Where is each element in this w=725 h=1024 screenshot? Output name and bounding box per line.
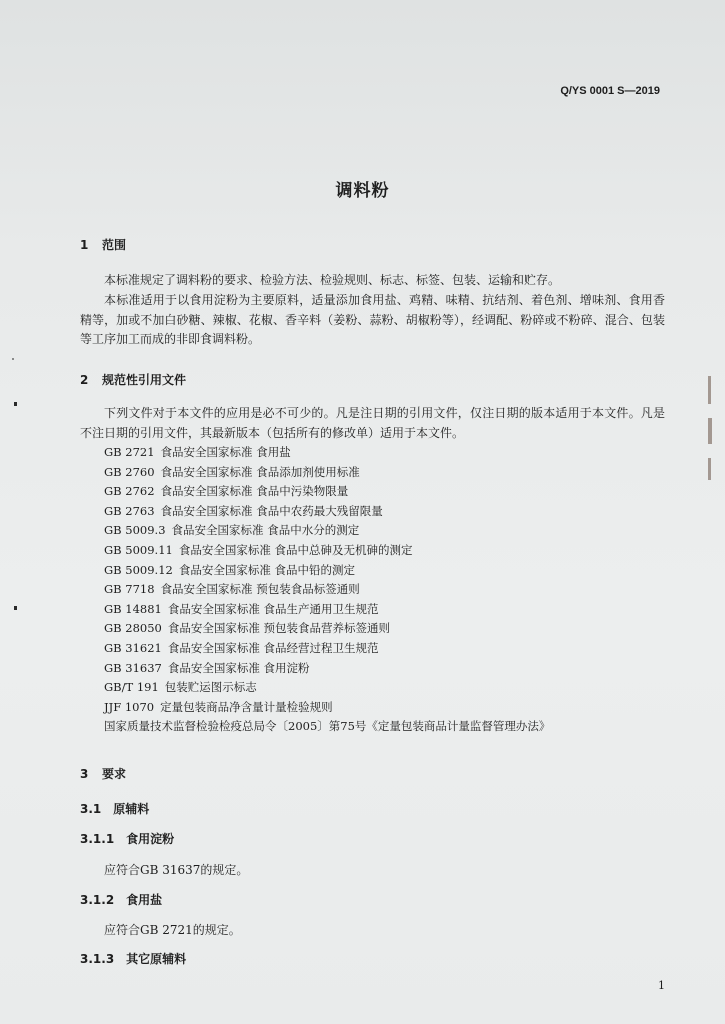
page-number: 1	[658, 979, 665, 992]
reference-code: GB 31637	[104, 660, 162, 675]
reference-title: 食品安全国家标准 食品生产通用卫生规范	[167, 601, 379, 616]
section-3-1-1-text: 应符合GB 31637的规定。	[104, 863, 249, 877]
reference-title: 国家质量技术监督检验检疫总局令〔2005〕第75号《定量包装商品计量监督管理办法》	[104, 719, 551, 734]
references-intro: 下列文件对于本文件的应用是必不可少的。凡是注日期的引用文件，仅注日期的版本适用于本文件。凡是不注日期的引用文件，其最新版本（包括所有的修改单）适用于本文件。	[80, 406, 665, 440]
standard-code: Q/YS 0001 S—2019	[560, 85, 660, 97]
section-3-1-1-heading	[80, 830, 174, 847]
document-title: 调料粉	[335, 181, 390, 201]
reference-title: 定量包装商品净含量计量检验规则	[160, 699, 333, 714]
reference-title: 食品安全国家标准 食品中农药最大残留限量	[160, 503, 383, 518]
reference-title: 食品安全国家标准 食用盐	[160, 445, 291, 459]
reference-code: GB 5009.11	[104, 542, 173, 557]
reference-title: 食品安全国家标准 食品中总砷及无机砷的测定	[178, 542, 413, 557]
reference-code: GB 2762	[104, 484, 155, 499]
scope-paragraph-1: 本标准规定了调料粉的要求、检验方法、检验规则、标志、标签、包装、运输和贮存。	[104, 273, 561, 287]
reference-title: 食品安全国家标准 预包装食品营养标签通则	[167, 621, 391, 636]
section-3-1-2-text: 应符合GB 2721的规定。	[104, 923, 241, 937]
reference-item	[104, 463, 550, 483]
reference-code: GB 14881	[104, 601, 162, 616]
section-title: 其它原辅料	[126, 952, 187, 966]
section-number: 3.1.3	[80, 952, 115, 966]
section-number: 1	[80, 238, 89, 252]
reference-title: 食品安全国家标准 食品经营过程卫生规范	[167, 640, 379, 655]
section-number: 3.1	[80, 802, 102, 816]
scan-speck	[12, 358, 14, 360]
section-title: 规范性引用文件	[102, 373, 187, 387]
reference-title: 食品安全国家标准 预包装食品标签通则	[160, 582, 360, 597]
reference-title: 食品安全国家标准 食品添加剂使用标准	[160, 464, 360, 479]
reference-code: GB 28050	[104, 621, 162, 636]
reference-item	[104, 443, 550, 463]
section-3-1-2-heading	[80, 891, 162, 908]
reference-code: GB 2763	[104, 503, 155, 518]
section-3-1-heading	[80, 800, 149, 817]
reference-code: GB 5009.12	[104, 562, 173, 577]
reference-item	[104, 580, 550, 600]
reference-list	[104, 443, 550, 737]
section-2-heading	[80, 371, 186, 388]
reference-code: GB 7718	[104, 582, 155, 597]
section-number: 3.1.1	[80, 832, 115, 846]
reference-title: 食品安全国家标准 食品中水分的测定	[171, 523, 360, 538]
reference-code: GB 31621	[104, 640, 162, 655]
reference-code: GB 5009.3	[104, 523, 166, 538]
reference-item	[104, 639, 550, 659]
section-title: 食用淀粉	[126, 832, 175, 846]
section-3-heading	[80, 765, 126, 782]
section-number: 2	[80, 373, 89, 387]
reference-item	[104, 698, 550, 718]
reference-item	[104, 659, 550, 679]
reference-code: GB 2721	[104, 445, 155, 459]
scan-speck	[14, 606, 17, 610]
section-number: 3	[80, 767, 89, 781]
scope-paragraph-2: 本标准适用于以食用淀粉为主要原料，适量添加食用盐、鸡精、味精、抗结剂、着色剂、增味剂、食用香精等，加或不加白砂糖、辣椒、花椒、香辛料（姜粉、蒜粉、胡椒粉等），经调配、粉碎或不粉碎、混合、包装等工序加工而成的非即食调料粉。	[80, 293, 665, 347]
reference-item	[104, 678, 550, 698]
edge-bleed-through	[708, 370, 725, 510]
reference-item	[104, 482, 550, 502]
reference-item	[104, 619, 550, 639]
section-number: 3.1.2	[80, 893, 115, 907]
reference-title: 食品安全国家标准 食品中铅的测定	[178, 562, 356, 577]
scan-speck	[14, 402, 17, 406]
reference-code: JJF 1070	[104, 699, 155, 714]
reference-code: GB/T 191	[104, 680, 159, 695]
section-title: 范围	[102, 238, 127, 252]
reference-title: 包装贮运图示标志	[164, 680, 257, 695]
section-1-heading	[80, 236, 126, 253]
section-title: 原辅料	[113, 802, 150, 816]
reference-item	[104, 600, 550, 620]
reference-item	[104, 717, 550, 737]
section-title: 要求	[102, 767, 127, 781]
reference-title: 食品安全国家标准 食用淀粉	[167, 660, 310, 675]
section-3-1-3-heading	[80, 950, 186, 967]
reference-code: GB 2760	[104, 464, 155, 479]
reference-item	[104, 502, 550, 522]
reference-item	[104, 541, 550, 561]
reference-item	[104, 561, 550, 581]
reference-title: 食品安全国家标准 食品中污染物限量	[160, 484, 349, 499]
reference-item	[104, 521, 550, 541]
section-title: 食用盐	[126, 893, 163, 907]
